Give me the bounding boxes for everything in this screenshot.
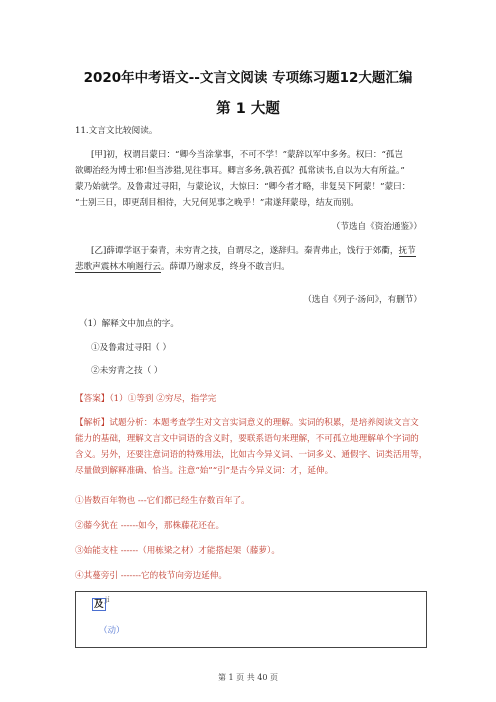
item-2: ②未穷青之技（ ） <box>91 366 163 376</box>
passage-b-line-1 <box>91 246 441 257</box>
question-number: 11.文言文比较阅读。 <box>75 126 158 136</box>
example-line-4: ④其蔓旁引 -------它的枝节向旁边延伸。 <box>75 571 227 581</box>
passage-a-line-1: [甲]初，权谓吕蒙曰：“卿今当涂掌事，不可不学！”蒙辞以军中多务。权曰：“孤岂 <box>91 150 404 160</box>
underlined-phrase: 悲歌声震林木响遏行云 <box>75 262 161 272</box>
analysis-line-4: 尽量做到解释准确、恰当。注意“始”“引”是古今异义词：才，延伸。 <box>75 466 334 476</box>
passage-b-text: 。薛谭乃谢求反，终身不敢言归。 <box>160 262 290 272</box>
document-title: 2020年中考语文--文言文阅读 专项练习题12大题汇编 <box>83 70 413 86</box>
example-line-2: ②藤今犹在 ------如今，那株藤花还在。 <box>75 521 225 531</box>
dictionary-box <box>75 591 427 648</box>
answer-line: 【答案】（1）①等到 ②穷尽，指学完 <box>75 394 217 404</box>
analysis-line-3: 含义。另外，还要注意词语的特殊用法，比如古今异义词、一词多义、通假字、词类活用等， <box>75 450 428 460</box>
analysis-line-1: 【解析】试题分析：本题考查学生对文言实词意义的理解。实词的积累，是培养阅读文言文 <box>75 418 419 428</box>
passage-a-line-3: 蒙乃始就学。及鲁肃过寻阳，与蒙论议，大惊曰：“卿今者才略，非复吴下阿蒙！”蒙曰： <box>75 182 411 192</box>
passage-a-line-4: “士别三日，即更刮目相待，大兄何见事之晚乎！”肃遂拜蒙母，结友而别。 <box>75 198 359 208</box>
dictionary-pinyin: jí <box>105 596 110 604</box>
analysis-line-2: 能力的基础，理解文言文中词语的含义时，要联系语句来理解，不可孤立地理解单个字词的 <box>75 434 419 444</box>
item-1: ①及鲁肃过寻阳（ ） <box>91 343 172 353</box>
passage-b-text: [乙]薛谭学讴于秦青，未穷青之技，自谓尽之，遂辞归。秦青弗止，饯行于郊衢， <box>91 246 399 256</box>
underlined-phrase: 抚节 <box>398 246 416 256</box>
page-footer: 第 1 页 共 40 页 <box>218 673 278 682</box>
example-line-1: ①皆数百年物也 ---它们都已经生存数百年了。 <box>75 496 250 506</box>
dictionary-pos: （动） <box>99 626 125 636</box>
dictionary-character: 及 <box>94 599 104 610</box>
sub-question-1: （1）解释文中加点的字。 <box>79 319 179 329</box>
source-b: （选自《列子·汤问》，有删节） <box>303 295 422 305</box>
section-heading: 第 1 大题 <box>216 101 280 117</box>
example-line-3: ③始能支柱 ------（用栋梁之材）才能搭起架（藤萝）。 <box>75 546 280 556</box>
passage-a-line-2: 欲卿治经为博士邪!但当涉猎,见往事耳。卿言多务,孰若孤？孤常读书,自以为大有所益。” <box>75 166 405 176</box>
source-a: （节选自《资治通鉴》） <box>331 222 422 232</box>
passage-b-line-2 <box>75 262 425 273</box>
